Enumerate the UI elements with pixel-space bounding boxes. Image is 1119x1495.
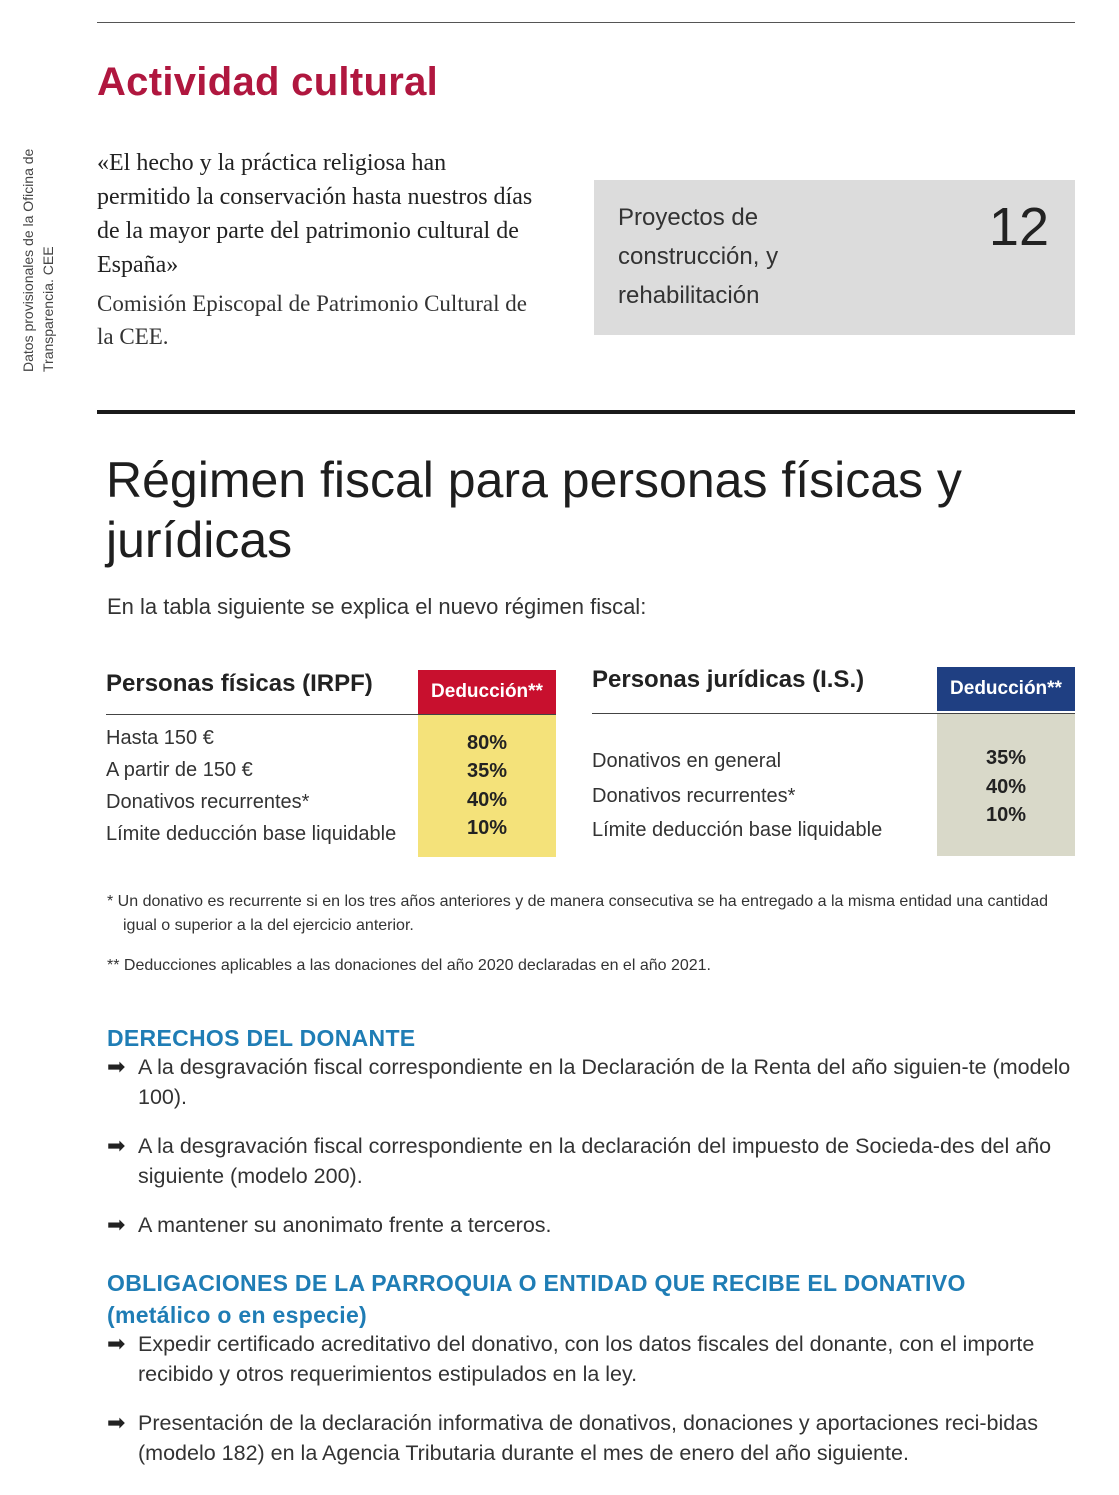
list-item [107, 1210, 1075, 1242]
fisicas-row-value: 10% [466, 817, 508, 839]
juridicas-row-label: Donativos en general [592, 750, 782, 772]
juridicas-row-value: 10% [985, 804, 1027, 826]
page-title: Régimen fiscal para personas físicas y jurídicas [106, 452, 962, 568]
arrow-right-icon: ➡ [107, 1133, 126, 1158]
arrow-right-icon: ➡ [107, 1410, 126, 1435]
arrow-right-icon: ➡ [107, 1054, 126, 1079]
list-item [107, 1052, 1075, 1114]
fisicas-row-value: 35% [466, 760, 508, 782]
list-item [107, 1131, 1075, 1193]
section-title: Actividad cultural [97, 60, 439, 104]
fisicas-row-value: 80% [466, 732, 508, 754]
list-item-text: A mantener su anonimato frente a terceros. [138, 1213, 552, 1237]
juridicas-heading: Personas jurídicas (I.S.) [592, 666, 865, 693]
side-note: Datos provisionales de la Oficina de Transparencia. CEE [20, 148, 56, 372]
list-item-text: Presentación de la declaración informativa de donativos, donaciones y aportaciones reci-bidas (modelo 182) en la Agencia Tributaria durante el mes de enero del año siguiente. [138, 1411, 1038, 1465]
stat-box [594, 180, 1075, 335]
juridicas-row-label: Límite deducción base liquidable [592, 819, 883, 841]
footnote-recurrente: * Un donativo es recurrente si en los tres años anteriores y de manera consecutiva se ha entregado a la misma entidad una cantidad igual o superior a la del ejercicio anterior. [107, 893, 1048, 934]
stat-label: Proyectos de construcción, y rehabilitación [618, 204, 779, 309]
derechos-heading: DERECHOS DEL DONANTE [107, 1025, 416, 1051]
list-item [107, 1329, 1075, 1391]
fisicas-heading: Personas físicas (IRPF) [106, 670, 373, 697]
intro-text: En la tabla siguiente se explica el nuevo régimen fiscal: [107, 594, 647, 619]
list-item-text: A la desgravación fiscal correspondiente en la declaración del impuesto de Socieda-des del año siguiente (modelo 200). [138, 1134, 1052, 1188]
juridicas-row-value: 40% [985, 776, 1027, 798]
arrow-right-icon: ➡ [107, 1212, 126, 1237]
footnote-deducciones: ** Deducciones aplicables a las donaciones del año 2020 declaradas en el año 2021. [107, 957, 711, 974]
obligaciones-heading: OBLIGACIONES DE LA PARROQUIA O ENTIDAD QUE RECIBE EL DONATIVO (metálico o en especie) [107, 1270, 966, 1328]
list-item-text: A la desgravación fiscal correspondiente en la Declaración de la Renta del año siguien-te (modelo 100). [138, 1055, 1071, 1109]
juridicas-row-label: Donativos recurrentes* [592, 785, 796, 807]
list-item-text: Expedir certificado acreditativo del donativo, con los datos fiscales del donante, con el importe recibido y otros requerimientos estipulados en la ley. [138, 1332, 1035, 1386]
quote-source: Comisión Episcopal de Patrimonio Cultural de la CEE. [97, 291, 527, 349]
juridicas-deduction-header: Deducción** [937, 667, 1075, 711]
fisicas-row-label: Donativos recurrentes* [106, 791, 310, 813]
fisicas-row-label: Límite deducción base liquidable [106, 823, 397, 845]
section-divider [97, 410, 1075, 414]
fisicas-row-label: Hasta 150 € [106, 727, 214, 749]
arrow-right-icon: ➡ [107, 1331, 126, 1356]
fisicas-row-value: 40% [466, 789, 508, 811]
top-divider [97, 22, 1075, 23]
fisicas-row-label: A partir de 150 € [106, 759, 253, 781]
stat-value: 12 [988, 197, 1049, 257]
juridicas-row-value: 35% [985, 747, 1027, 769]
list-item [107, 1408, 1075, 1470]
quote: «El hecho y la práctica religiosa han permitido la conservación hasta nuestros días de la mayor parte del patrimonio cultural de España» [97, 150, 533, 278]
fisicas-deduction-header: Deducción** [418, 670, 556, 714]
